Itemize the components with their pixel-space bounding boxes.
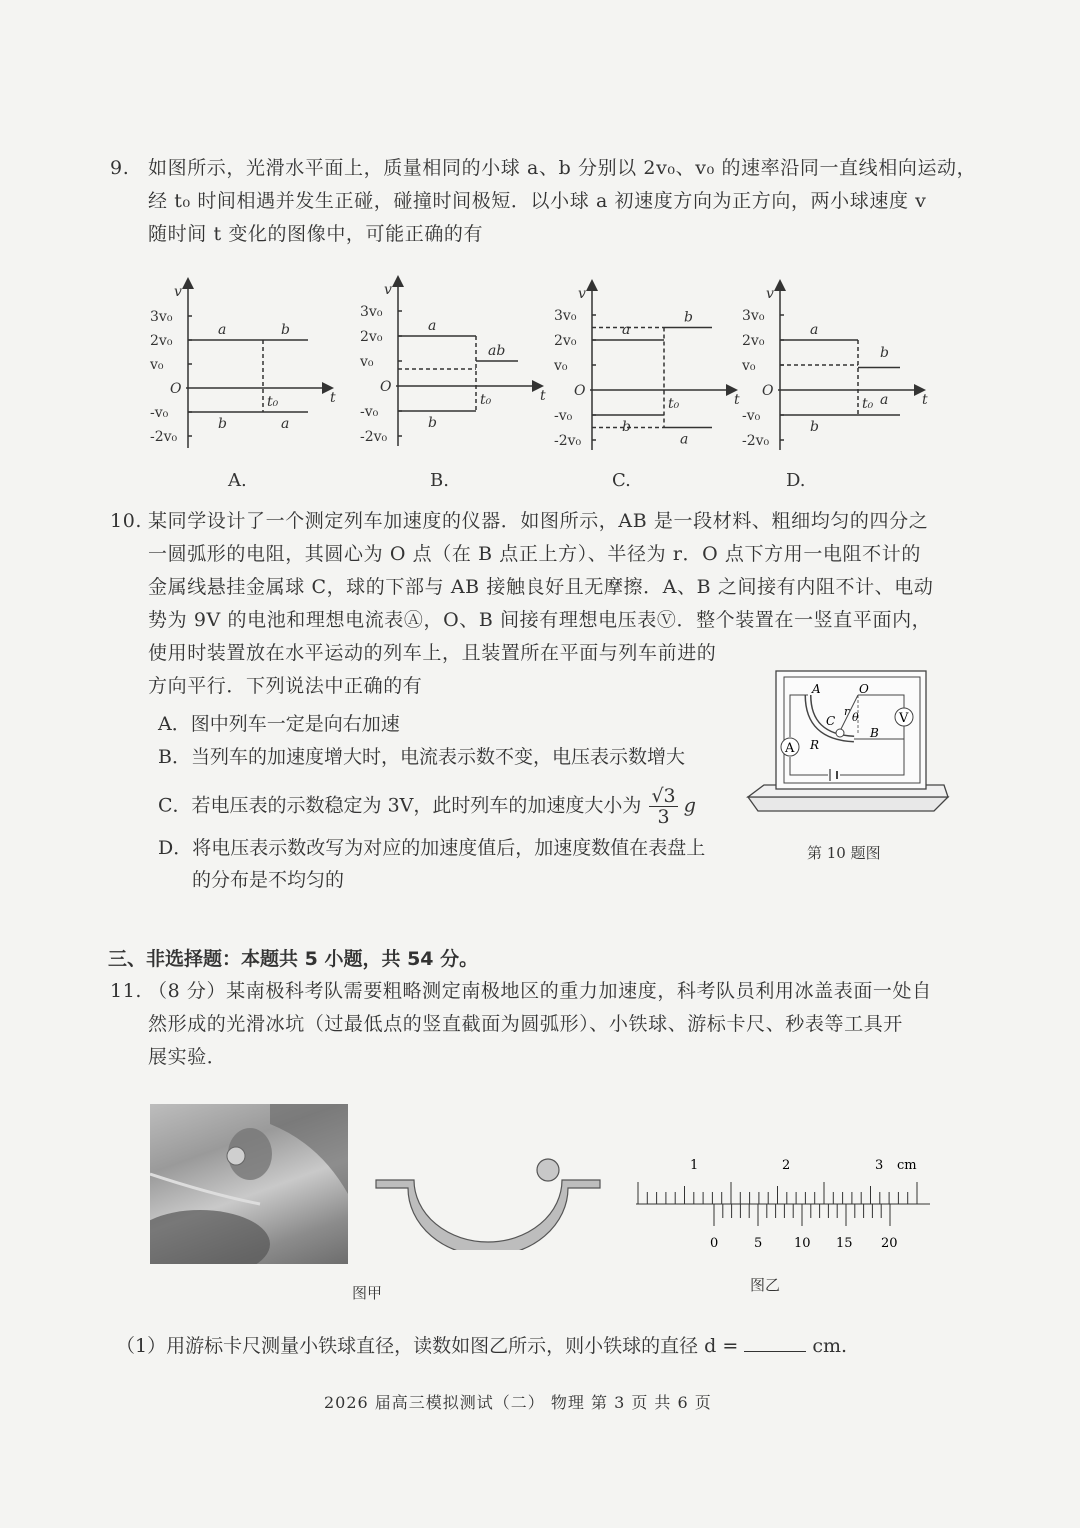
question-text-line: 势为 9V 的电池和理想电流表Ⓐ，O、B 间接有理想电压表Ⓥ．整个装置在一竖直平面内， <box>148 609 932 631</box>
unit-label: cm <box>897 1158 917 1173</box>
t-axis-label: t <box>734 392 740 408</box>
ice-bowl-diagram <box>372 1150 604 1250</box>
sub1-text: （1）用游标卡尺测量小铁球直径，读数如图乙所示，则小铁球的直径 d = <box>116 1335 739 1357</box>
q10-figure-caption: 第 10 题图 <box>807 844 881 862</box>
tick-label: v₀ <box>360 354 374 370</box>
question-text-line: 如图所示，光滑水平面上，质量相同的小球 a、b 分别以 2v₀、v₀ 的速率沿同一直线相向运动， <box>148 157 977 179</box>
ball-ab-label: ab <box>488 343 506 359</box>
tick-label: 3v₀ <box>360 304 383 320</box>
option-c-label: C. <box>612 470 631 491</box>
vernier-label: 0 <box>710 1236 719 1251</box>
label-A: A <box>812 682 821 696</box>
iron-ball <box>537 1159 559 1181</box>
question-text-line: （8 分）某南极科考队需要粗略测定南极地区的重力加速度，科考队员利用冰盖表面一处自 <box>148 980 932 1002</box>
q10-option-a: A．图中列车一定是向右加速 <box>158 713 400 735</box>
section-heading: 三、非选择题：本题共 5 小题，共 54 分。 <box>108 948 479 970</box>
tick-label: 2v₀ <box>150 333 173 349</box>
photo-detail <box>150 1104 348 1264</box>
main-scale-label: 2 <box>782 1158 791 1173</box>
ball-a-label: a <box>218 322 227 338</box>
v-axis-label: v <box>578 286 586 302</box>
option-a-label: A. <box>228 470 247 491</box>
q10-option-b: B．当列车的加速度增大时，电流表示数不变，电压表示数增大 <box>158 746 685 768</box>
q11-sub1 <box>116 1330 847 1363</box>
answer-blank[interactable] <box>744 1331 806 1352</box>
t0-label: t₀ <box>480 392 492 408</box>
figure-jia-caption: 图甲 <box>352 1284 383 1302</box>
question-text-line: 展实验． <box>148 1046 227 1068</box>
tick-label: -v₀ <box>360 404 379 420</box>
gravity-symbol: g <box>683 794 696 817</box>
option-d-label: D. <box>786 470 806 491</box>
ammeter-icon: A <box>785 741 795 756</box>
fraction-denominator: 3 <box>657 806 670 828</box>
tick-label: 2v₀ <box>554 333 577 349</box>
ball-b-label: b <box>810 419 819 435</box>
main-scale-label: 1 <box>690 1158 699 1173</box>
vernier-label: 15 <box>836 1236 853 1251</box>
question-text-line: 方向平行．下列说法中正确的有 <box>148 675 423 697</box>
label-theta: θ <box>852 711 859 724</box>
tick-label: -2v₀ <box>554 433 582 449</box>
fraction <box>649 786 677 827</box>
vernier-caliper <box>630 1152 930 1256</box>
question-text-line: 某同学设计了一个测定列车加速度的仪器．如图所示，AB 是一段材料、粗细均匀的四分之 <box>148 510 929 532</box>
label-B: B <box>870 726 879 740</box>
t-axis-label: t <box>330 390 336 406</box>
q10-option-d-line1: D．将电压表示数改写为对应的加速度值后，加速度数值在表盘上 <box>158 837 706 859</box>
tick-label: -2v₀ <box>360 429 388 445</box>
v-axis-label: v <box>174 284 182 300</box>
question-text-line: 经 t₀ 时间相遇并发生正碰，碰撞时间极短．以小球 a 初速度方向为正方向，两小球速度 v <box>148 190 927 212</box>
ball-a-label: a <box>281 416 290 432</box>
t0-label: t₀ <box>267 394 279 410</box>
ball-a-label: a <box>428 318 437 334</box>
origin-label: O <box>380 379 392 395</box>
ice-pit-photo <box>150 1104 348 1264</box>
main-scale-label: 3 <box>875 1158 884 1173</box>
tick-label: -2v₀ <box>742 433 770 449</box>
tick-label: v₀ <box>150 357 164 373</box>
tick-label: 3v₀ <box>554 308 577 324</box>
t0-label: t₀ <box>862 396 874 412</box>
question-number: 11. <box>110 980 143 1002</box>
ball-a-label: a <box>810 322 819 338</box>
tick-label: 3v₀ <box>150 309 173 325</box>
vernier-label: 10 <box>794 1236 811 1251</box>
vernier-label: 5 <box>754 1236 763 1251</box>
voltmeter-icon: V <box>899 711 909 726</box>
tick-label: 3v₀ <box>742 308 765 324</box>
origin-label: O <box>574 383 586 399</box>
q10-option-d-line2: 的分布是不均匀的 <box>192 869 345 891</box>
v-axis-label: v <box>766 286 774 302</box>
tick-label: v₀ <box>554 358 568 374</box>
q9-graphs <box>140 268 940 468</box>
tick-label: 2v₀ <box>360 329 383 345</box>
label-C: C <box>826 714 836 728</box>
t-axis-label: t <box>540 388 546 404</box>
tick-label: -v₀ <box>742 408 761 424</box>
page-footer: 2026 届高三模拟测试（二） 物理 第 3 页 共 6 页 <box>324 1393 712 1412</box>
ball-b-label: b <box>622 419 631 435</box>
t0-label: t₀ <box>668 396 680 412</box>
label-r: r <box>844 705 850 718</box>
ball-b-label: b <box>218 416 227 432</box>
question-text-line: 一圆弧形的电阻，其圆心为 O 点（在 B 点正上方）、半径为 r．O 点下方用一电阻不计的 <box>148 543 921 565</box>
sub1-unit: cm. <box>812 1335 848 1357</box>
ball-b-label: b <box>684 309 693 326</box>
option-b-label: B. <box>430 470 449 491</box>
ball-b-label: b <box>428 415 437 431</box>
tick-label: -v₀ <box>150 405 169 421</box>
t-axis-label: t <box>922 392 928 408</box>
ball-a-label: a <box>680 431 689 448</box>
figure-yi-caption: 图乙 <box>750 1276 781 1294</box>
ball-b-label: b <box>281 322 290 338</box>
question-text-line: 然形成的光滑冰坑（过最低点的竖直截面为圆弧形）、小铁球、游标卡尺、秒表等工具开 <box>148 1013 903 1035</box>
origin-label: O <box>170 381 182 397</box>
q10-option-c <box>158 786 696 827</box>
label-O: O <box>859 682 869 696</box>
question-text-line: 使用时装置放在水平运动的列车上，且装置所在平面与列车前进的 <box>148 642 717 664</box>
tick-label: -2v₀ <box>150 429 178 445</box>
origin-label: O <box>762 383 774 399</box>
ball-b-label: b <box>880 345 889 361</box>
vernier-label: 20 <box>881 1236 898 1251</box>
tick-label: -v₀ <box>554 408 573 424</box>
q10-figure <box>744 665 950 825</box>
question-text-line: 随时间 t 变化的图像中，可能正确的有 <box>148 223 484 245</box>
question-number: 9. <box>110 157 130 179</box>
ball-a-label: a <box>880 392 889 408</box>
tick-label: v₀ <box>742 358 756 374</box>
v-axis-label: v <box>384 282 392 298</box>
ball-a-label: a <box>622 322 631 338</box>
question-number: 10. <box>110 510 143 532</box>
question-text-line: 金属线悬挂金属球 C，球的下部与 AB 接触良好且无摩擦．A、B 之间接有内阻不计、电动 <box>148 576 934 598</box>
option-c-text: C．若电压表的示数稳定为 3V，此时列车的加速度大小为 <box>158 794 642 817</box>
tick-label: 2v₀ <box>742 333 765 349</box>
label-R: R <box>810 738 820 752</box>
fraction-numerator: √3 <box>651 785 676 807</box>
